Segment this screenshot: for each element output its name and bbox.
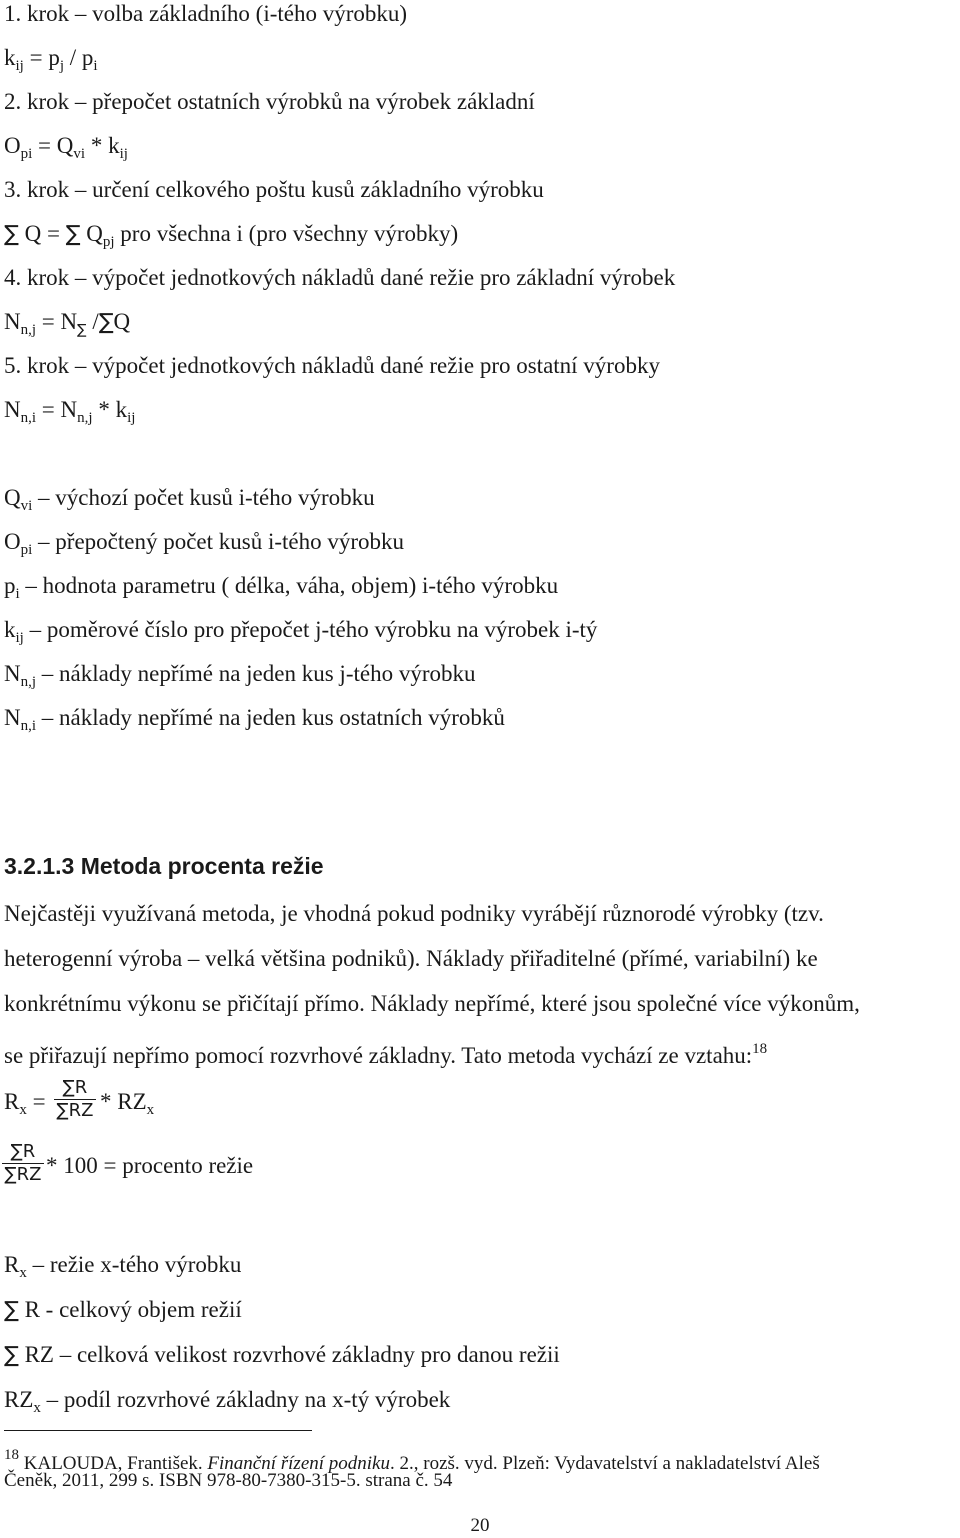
formula-sym: O xyxy=(4,133,21,158)
footnote-author: KALOUDA, František. xyxy=(19,1453,208,1474)
paragraph-line: Nejčastěji využívaná metoda, je vhodná pokud podniky vyrábějí různorodé výrobky (tzv. xyxy=(4,901,824,926)
formula-sub: pj xyxy=(102,234,115,250)
formula-text: * k xyxy=(85,133,120,158)
formula-text: Q xyxy=(113,309,131,334)
formula-text: / xyxy=(86,309,99,334)
formula-sub: i xyxy=(93,58,98,74)
formula-sub: x xyxy=(146,1102,155,1118)
formula-sub: n,j xyxy=(20,322,37,338)
formula-sub: vi xyxy=(73,146,86,162)
footnote-text: . 2., rozš. vyd. Plzeň: Vydavatelství a nakladatelství Aleš xyxy=(390,1453,820,1474)
legend-item xyxy=(4,528,404,564)
legend-text: – režie x-tého výrobku xyxy=(26,1252,242,1277)
fraction-denominator: ∑RZ xyxy=(56,1100,94,1121)
formula-sym: N xyxy=(4,397,21,422)
legend-text: – přepočtený počet kusů i-tého výrobku xyxy=(32,529,405,554)
legend-text: – hodnota parametru ( délka, váha, objem) i-tého výrobku xyxy=(19,573,559,598)
sum-icon: ∑ xyxy=(4,1298,19,1323)
formula-text: pro všechna i (pro všechny výrobky) xyxy=(114,221,459,246)
fraction-denominator: ∑RZ xyxy=(4,1164,42,1185)
formula-text: * k xyxy=(92,397,128,422)
legend-sub: x xyxy=(19,1265,27,1281)
formula-rx-left xyxy=(4,1088,46,1124)
fraction-numerator: ∑R xyxy=(10,1141,36,1162)
formula-sub: ij xyxy=(119,146,128,162)
sum-icon: ∑ xyxy=(4,222,19,247)
section-heading: 3.2.1.3 Metoda procenta režie xyxy=(4,853,324,879)
formula-text: = Q xyxy=(32,133,74,158)
step-5: 5. krok – výpočet jednotkových nákladů dané režie pro ostatní výrobky xyxy=(4,353,660,378)
legend-item xyxy=(4,1386,450,1422)
sum-icon: ∑ xyxy=(65,222,81,247)
legend-item xyxy=(4,1341,560,1370)
legend-text: – poměrové číslo pro přepočet j-tého výrobku na výrobek i-tý xyxy=(23,617,598,642)
formula-pct-right: * 100 = procento režie xyxy=(46,1153,254,1178)
formula-text: = N xyxy=(36,309,78,334)
legend-sub: i xyxy=(15,586,20,602)
legend-item xyxy=(4,1296,242,1325)
paragraph-line: konkrétnímu výkonu se přičítají přímo. Náklady nepřímé, které jsou společné více výkonům, xyxy=(4,991,860,1016)
step-4: 4. krok – výpočet jednotkových nákladů dané režie pro základní výrobek xyxy=(4,265,676,290)
legend-text: R - celkový objem režií xyxy=(18,1297,242,1322)
legend-item xyxy=(4,1251,241,1287)
legend-item xyxy=(4,616,597,652)
fraction-numerator: ∑R xyxy=(62,1077,88,1098)
formula-rx-right xyxy=(100,1088,154,1124)
formula-text: Q xyxy=(80,221,103,246)
formula-sym: N xyxy=(4,309,21,334)
legend-text: RZ – celková velikost rozvrhové základny pro danou režii xyxy=(18,1342,560,1367)
sum-icon: ∑ xyxy=(4,1343,19,1368)
legend-symbol: R xyxy=(4,1252,20,1277)
step-1: 1. krok – volba základního (i-tého výrobku) xyxy=(4,1,408,26)
legend-item xyxy=(4,660,475,696)
footnote-ref: 18 xyxy=(752,1041,768,1057)
formula-text: Q = xyxy=(18,221,66,246)
footnote-rule xyxy=(4,1430,312,1431)
formula-sub: n,j xyxy=(77,410,93,426)
fraction xyxy=(54,1078,96,1121)
formula-sym: k xyxy=(4,45,16,70)
formula-sub: n,i xyxy=(20,410,37,426)
sum-icon: ∑ xyxy=(77,322,87,338)
legend-sub: n,i xyxy=(20,718,37,734)
formula-nni xyxy=(4,396,135,432)
formula-sym: R xyxy=(4,1089,20,1114)
page-number: 20 xyxy=(470,1515,490,1536)
legend-symbol: O xyxy=(4,529,21,554)
footnote-title: Finanční řízení podniku xyxy=(207,1453,390,1474)
legend-symbol: N xyxy=(4,661,21,686)
formula-text: * RZ xyxy=(100,1089,147,1114)
paragraph-line: heterogenní výroba – velká většina podniků). Náklady přiřaditelné (přímé, variabilní) ke xyxy=(4,946,818,971)
formula-text: = p xyxy=(23,45,60,70)
step-2: 2. krok – přepočet ostatních výrobků na výrobek základní xyxy=(4,89,535,114)
formula-sub: x xyxy=(19,1102,27,1118)
legend-item xyxy=(4,484,375,520)
footnote-number: 18 xyxy=(4,1447,19,1463)
formula-sub: j xyxy=(59,58,64,74)
formula-text: / p xyxy=(64,45,94,70)
legend-sub: ij xyxy=(15,630,24,646)
legend-item xyxy=(4,704,505,740)
step-3: 3. krok – určení celkového poštu kusů základního výrobku xyxy=(4,177,544,202)
formula-text: = N xyxy=(36,397,78,422)
legend-sub: pi xyxy=(20,542,33,558)
formula-kij xyxy=(4,44,98,80)
legend-sub: vi xyxy=(20,498,33,514)
legend-symbol: k xyxy=(4,617,16,642)
legend-text: – výchozí počet kusů i-tého výrobku xyxy=(32,485,375,510)
fraction xyxy=(2,1142,44,1185)
formula-sub: ij xyxy=(127,410,136,426)
paragraph-line xyxy=(4,1035,767,1070)
legend-symbol: Q xyxy=(4,485,21,510)
legend-symbol: N xyxy=(4,705,21,730)
formula-text: = xyxy=(26,1089,46,1114)
formula-sum-q xyxy=(4,220,458,256)
legend-item xyxy=(4,572,558,608)
formula-opi xyxy=(4,132,128,168)
legend-text: – náklady nepřímé na jeden kus j-tého výrobku xyxy=(36,661,476,686)
legend-text: – podíl rozvrhové základny na x-tý výrobek xyxy=(40,1387,451,1412)
legend-sub: n,j xyxy=(20,674,37,690)
formula-sub: pi xyxy=(20,146,33,162)
legend-sub: x xyxy=(33,1400,41,1416)
formula-nnj xyxy=(4,308,130,344)
legend-symbol: RZ xyxy=(4,1387,34,1412)
formula-sub: ij xyxy=(15,58,24,74)
sum-icon: ∑ xyxy=(98,310,114,335)
paragraph-text: se přiřazují nepřímo pomocí rozvrhové základny. Tato metoda vychází ze vztahu: xyxy=(4,1043,753,1068)
footnote-line-2: Čeněk, 2011, 299 s. ISBN 978-80-7380-315-5. strana č. 54 xyxy=(4,1470,453,1491)
legend-symbol: p xyxy=(4,573,16,598)
legend-text: – náklady nepřímé na jeden kus ostatních výrobků xyxy=(36,705,505,730)
